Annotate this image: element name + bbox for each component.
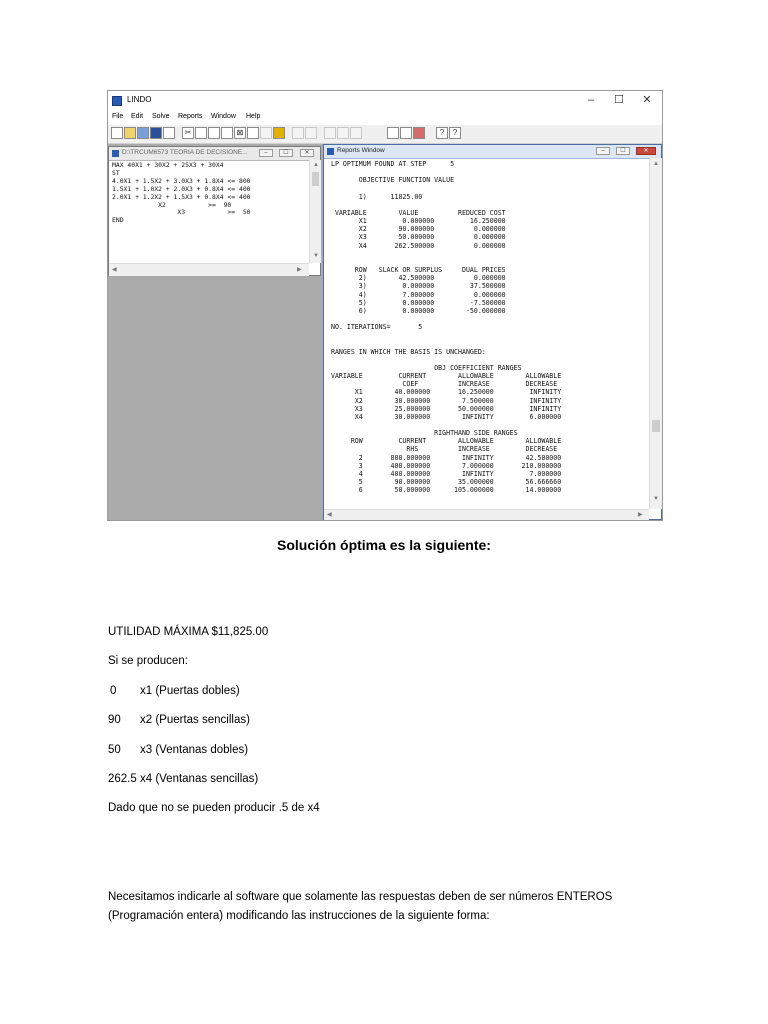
scroll-down-icon[interactable]: ▼ bbox=[653, 496, 659, 502]
scroll-left-icon[interactable]: ◀ bbox=[327, 512, 332, 518]
reports-vertical-scrollbar[interactable] bbox=[649, 158, 662, 509]
x4-line: 262.5 x4 (Ventanas sencillas) bbox=[108, 773, 259, 785]
reports-horizontal-scrollbar[interactable] bbox=[324, 509, 649, 520]
x2-description: x2 (Puertas sencillas) bbox=[140, 714, 250, 726]
scroll-down-icon[interactable]: ▼ bbox=[313, 253, 319, 259]
print-icon[interactable] bbox=[163, 127, 175, 139]
copy-icon[interactable] bbox=[195, 127, 207, 139]
options-icon[interactable] bbox=[324, 127, 336, 139]
goto-line-icon[interactable] bbox=[247, 127, 259, 139]
range-icon[interactable] bbox=[305, 127, 317, 139]
model-horizontal-scrollbar[interactable] bbox=[109, 263, 309, 276]
status-icon[interactable] bbox=[350, 127, 362, 139]
fraction-note: Dado que no se pueden producir .5 de x4 bbox=[108, 802, 320, 814]
x1-quantity: 0 bbox=[110, 685, 117, 697]
menu-bar bbox=[108, 111, 662, 125]
lindo-screenshot bbox=[107, 90, 663, 521]
context-help-icon[interactable]: ? bbox=[449, 127, 461, 139]
menu-solve[interactable]: Solve bbox=[152, 113, 170, 120]
paste-icon[interactable] bbox=[208, 127, 220, 139]
x3-description: x3 (Ventanas dobles) bbox=[140, 744, 249, 756]
menu-file[interactable]: File bbox=[112, 113, 124, 120]
scroll-right-icon[interactable]: ▶ bbox=[297, 267, 302, 273]
cascade-icon[interactable] bbox=[387, 127, 399, 139]
x2-quantity: 90 bbox=[108, 714, 121, 726]
model-code[interactable]: MAX 40X1 + 30X2 + 25X3 + 30X4 ST 4.0X1 + 1.5X2 + 3.0X3 + 1.8X4 <= 800 1.5X1 + 1.0X2 + 2.0X3 + 0.8X4 <= 400 2.0X1 + 1.2X2 + 1.5X3 + 0.8X4 <= 400 X2 >= 90 X3 >= 50 END bbox=[112, 161, 251, 225]
model-minimize-button[interactable]: – bbox=[259, 149, 273, 157]
reports-window[interactable] bbox=[323, 144, 662, 520]
menu-window[interactable]: Window bbox=[211, 113, 236, 120]
model-window-titlebar bbox=[109, 147, 320, 161]
maximize-button[interactable]: ☐ bbox=[614, 94, 624, 106]
model-vertical-scrollbar[interactable] bbox=[309, 160, 321, 263]
model-vscroll-thumb[interactable] bbox=[312, 172, 319, 186]
model-window-title: D:\TRCUM6573 TEORIA DE DECISIONE... bbox=[122, 149, 248, 156]
scroll-right-icon[interactable]: ▶ bbox=[638, 512, 643, 518]
clear-icon[interactable]: ⊠ bbox=[234, 127, 246, 139]
scroll-up-icon[interactable]: ▲ bbox=[653, 161, 659, 167]
reports-vscroll-thumb[interactable] bbox=[652, 420, 660, 432]
reports-minimize-button[interactable]: – bbox=[596, 147, 610, 155]
minimize-button[interactable]: – bbox=[587, 94, 595, 106]
reports-output[interactable]: LP OPTIMUM FOUND AT STEP 5 OBJECTIVE FUNCTION VALUE 1) 11825.00 VARIABLE VALUE REDUCED COST X1 0.000000 16.250000 X2 90.000000 0.000000 X3 50.000000 0.000000 X4 262.500000 0.000000 ROW SLACK OR SURPLUS DUAL PRICES 2) 42.500000 0.000000 3) 0.000000 37.500000 4) 7.000000 0.000000 5) 0.000000 -7.500000 6) 0.000000 -50.000000 NO. ITERATIONS= 5 RANGES IN WHICH THE BASIS IS UNCHANGED: OBJ COEFFICIENT RANGES VARIABLE CURRENT ALLOWABLE ALLOWABLE COEF INCREASE DECREASE X1 40.000000 16.250000 INFINITY X2 30.000000 7.500000 INFINITY X3 25.000000 50.000000 INFINITY X4 30.000000 INFINITY 6.000000 RIGHTHAND SIDE RANGES ROW CURRENT ALLOWABLE ALLOWABLE RHS INCREASE DECREASE 2 800.000000 INFINITY 42.500000 3 400.000000 7.000000 210.000000 4 400.000000 INFINITY 7.000000 5 90.000000 35.000000 56.666660 6 50.000000 105.000000 14.000000 bbox=[330, 160, 562, 495]
reports-maximize-button[interactable]: ☐ bbox=[616, 147, 630, 155]
title-bar bbox=[108, 91, 662, 111]
menu-reports[interactable]: Reports bbox=[178, 113, 203, 120]
print-preview-icon[interactable] bbox=[137, 127, 149, 139]
close-all-icon[interactable] bbox=[413, 127, 425, 139]
picture-icon[interactable] bbox=[337, 127, 349, 139]
model-maximize-button[interactable]: ☐ bbox=[279, 149, 293, 157]
solution-heading: Solución óptima es la siguiente: bbox=[277, 537, 491, 553]
lindo-app-icon bbox=[112, 96, 122, 106]
tile-icon[interactable] bbox=[400, 127, 412, 139]
integer-programming-paragraph: Necesitamos indicarle al software que solamente las respuestas deben de ser números ENTEROS (Programación entera) modificando las instrucciones de la siguiente forma: bbox=[108, 891, 613, 922]
model-window-icon bbox=[112, 150, 119, 157]
find-icon[interactable] bbox=[221, 127, 233, 139]
reports-close-button[interactable]: ✕ bbox=[636, 147, 656, 155]
compile-icon[interactable] bbox=[292, 127, 304, 139]
x3-quantity: 50 bbox=[108, 744, 121, 756]
match-paren-icon[interactable] bbox=[260, 127, 272, 139]
max-profit-line: UTILIDAD MÁXIMA $11,825.00 bbox=[108, 626, 269, 638]
scroll-up-icon[interactable]: ▲ bbox=[313, 162, 319, 168]
open-folder-icon[interactable] bbox=[124, 127, 136, 139]
help-icon[interactable]: ? bbox=[436, 127, 448, 139]
solve-icon[interactable] bbox=[273, 127, 285, 139]
app-title: LINDO bbox=[127, 95, 152, 104]
toolbar bbox=[108, 125, 662, 144]
menu-help[interactable]: Help bbox=[246, 113, 261, 120]
save-icon[interactable] bbox=[150, 127, 162, 139]
model-close-button[interactable]: ✕ bbox=[300, 149, 314, 157]
reports-window-title: Reports Window bbox=[337, 147, 385, 154]
cut-icon[interactable]: ✂ bbox=[182, 127, 194, 139]
close-button[interactable]: ✕ bbox=[642, 94, 652, 106]
scroll-left-icon[interactable]: ◀ bbox=[112, 267, 117, 273]
production-intro: Si se producen: bbox=[108, 655, 188, 667]
reports-window-icon bbox=[327, 148, 334, 155]
menu-edit[interactable]: Edit bbox=[131, 113, 144, 120]
new-file-icon[interactable] bbox=[111, 127, 123, 139]
reports-window-titlebar bbox=[324, 145, 661, 159]
x1-description: x1 (Puertas dobles) bbox=[140, 685, 240, 697]
model-window[interactable] bbox=[108, 146, 321, 276]
